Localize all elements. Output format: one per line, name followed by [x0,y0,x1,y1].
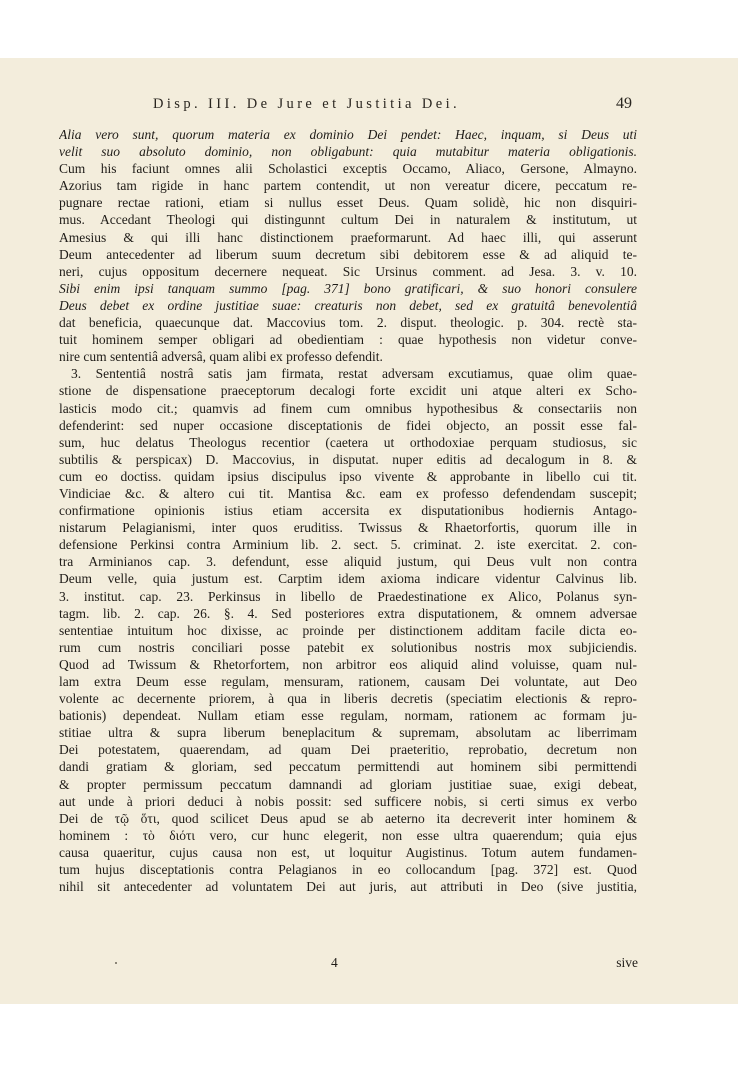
text-line: sum, huc delatus Theologus recentior (caetera ut orthodoxiae perquam studiosus, sic [59,434,637,450]
text-line: hominem : τὸ διότι vero, cur hunc elegerit, non esse ultra quaerendum; quia ejus [59,827,637,843]
text-line: Deum antecedenter ad liberum suum decretum sibi debitorem esse & ad aliquid te- [59,246,637,262]
text-line: subtilis & perspicax) D. Maccovius, in disputat. nuper editis ad decalogum in 8. & [59,451,637,467]
signature-mark: 4 [331,955,338,970]
text-line: volente ac decernente priorem, à qua in liberis decretis (speciatim electionis & repro- [59,691,637,707]
page-number: 49 [616,95,632,112]
text-line: lasticis modo cit.; quamvis ad finem cum omnibus hypothesibus & consectariis non [59,400,637,416]
running-title: Disp. III. De Jure et Justitia Dei. [153,96,461,112]
body-text [59,126,637,895]
text-line: confirmatione opinionis istius etiam accersita ex disputationibus hodiernis Antago- [59,503,637,519]
text-line: nihil sit antecedenter ad voluntatem Dei aut juris, aut attributi in Deo (sive justitia, [59,879,637,895]
catchword: sive [616,955,638,970]
text-line: tagm. lib. 2. cap. 26. §. 4. Sed posteriores extra disputationem, & omnem adversae [59,605,637,621]
text-line: Deum velle, quia justum est. Carptim idem axioma indicare videntur Calvinus lib. [59,571,637,587]
text-line: Azorius tam rigide in hanc partem contendit, ut non vereatur dicere, peccatum re- [59,178,637,194]
text-line: pugnare rectae rationi, etiam si nullus esset Deus. Quam solidè, hic non disquiri- [59,195,637,211]
text-line: dandi gratiam & gloriam, sed peccatum permittendi aut hominem sibi permittendi [59,759,637,775]
text-line: stitiae ultra & supra liberum beneplacitum & supremam, absolutam ac liberrimam [59,725,637,741]
text-line: defensione Perkinsi contra Arminium lib. 2. sect. 5. criminat. 2. iste exercitat. 2. con- [59,537,637,553]
page-header [95,96,640,116]
text-line: bationis) dependeat. Nullam etiam esse regulam, normam, rationem ac formam ju- [59,708,637,724]
text-line: Deus debet ex ordine justitiae suae: creaturis non debet, sed ex gratuitâ benevolentiâ [59,297,637,313]
text-line: 3. institut. cap. 23. Perkinsus in libello de Praedestinatione ex Alico, Polanus syn- [59,588,637,604]
text-line: aut unde à priori deduci à nobis possit: sed sufficere nobis, si certi simus ex verbo [59,793,637,809]
text-line: neri, cujus oppositum decernere nequeat. Sic Ursinus comment. ad Jesa. 3. v. 10. [59,263,637,279]
text-line: Vindiciae &c. & altero cui tit. Mantisa &c. eam ex professo defendendam suscepit; [59,485,637,501]
text-line: nistarum Pelagianismi, inter quos eruditiss. Twissus & Rhaetorfortis, quorum ille in [59,520,637,536]
paragraph-3-start: 3. Sententiâ nostrâ satis jam firmata, restat adversam excutiamus, quae olim quae- [71,366,637,382]
text-line: tum hujus disceptationis contra Pelagianos in eo collocandum [pag. 372] est. Quod [59,862,637,878]
text-line: Cum his faciunt omnes alii Scholastici exceptis Occamo, Aliaco, Gersone, Almayno. [59,161,637,177]
text-line: lam extra Deum esse regulam, mensuram, rationem, causam Dei voluntate, aut Deo [59,674,637,689]
text-line: velit suo absoluto dominio, non obligabunt: quia mutabitur materia obligationis. [59,144,637,160]
text-line: tuit hominem semper obligari ad obedientiam : quae hypothesis non videtur conve- [59,332,637,348]
text-line: sententiae intuitum hoc dixisse, ac proinde per distinctionem additam facile dicta eo- [59,622,637,638]
text-line: stione de dispensatione praeceptorum decalogi forte excidit uni atque alteri ex Scho- [59,383,637,399]
text-line: tra Arminianos cap. 3. defendunt, esse aliquid justum, qui Deus vult non contra [59,554,637,570]
text-line: Sibi enim ipsi tanquam summo [pag. 371] bono gratificari, & suo honori consulere [59,280,637,296]
text-line: Amesius & qui illi hanc distinctionem praeformarunt. Ad haec illi, qui asserunt [59,229,637,245]
text-line: dat beneficia, quaecunque dat. Maccovius tom. 2. disput. theologic. p. 304. rectè sta- [59,315,637,331]
text-line: cum eo doctiss. quidam ipsius discipulus ipso vivente & approbante in libello cui tit. [59,468,637,484]
text-line: Alia vero sunt, quorum materia ex dominio Dei pendet: Haec, inquam, si Deus uti [59,127,637,142]
text-line: defenderint: sed nuper occasione disceptationis de fidei objecto, an possit esse fal- [59,417,637,433]
text-line: Dei potestatem, quaerendam, ad quam Dei praeteritio, reprobatio, decretum non [59,742,637,758]
text-line: Dei de τῷ ὅτι, quod scilicet Deus apud se ab aeterno ita decreverit inter hominem & [59,810,637,826]
text-line: mus. Accedant Theologi qui distingunnt cultum Dei in naturalem & institutum, ut [59,212,637,228]
text-line: nire cum sententiâ adversâ, quam alibi ex professo defendit. [59,349,383,365]
text-line: causa quaeritur, cujus causa non est, ut loquitur Augistinus. Totum autem fundamen- [59,844,637,860]
text-line: rum cum nostris conciliari posse patebit ex solutionibus nostris mox subjiciendis. [59,639,637,655]
page-footer [95,955,640,973]
text-line: & propter permissum peccatum damnandi ad gloriam justitiae suae, exigi debeat, [59,776,637,792]
text-line: Quod ad Twissum & Rhetorfortem, non arbitror eos aliquid alind voluisse, quam nul- [59,656,637,672]
